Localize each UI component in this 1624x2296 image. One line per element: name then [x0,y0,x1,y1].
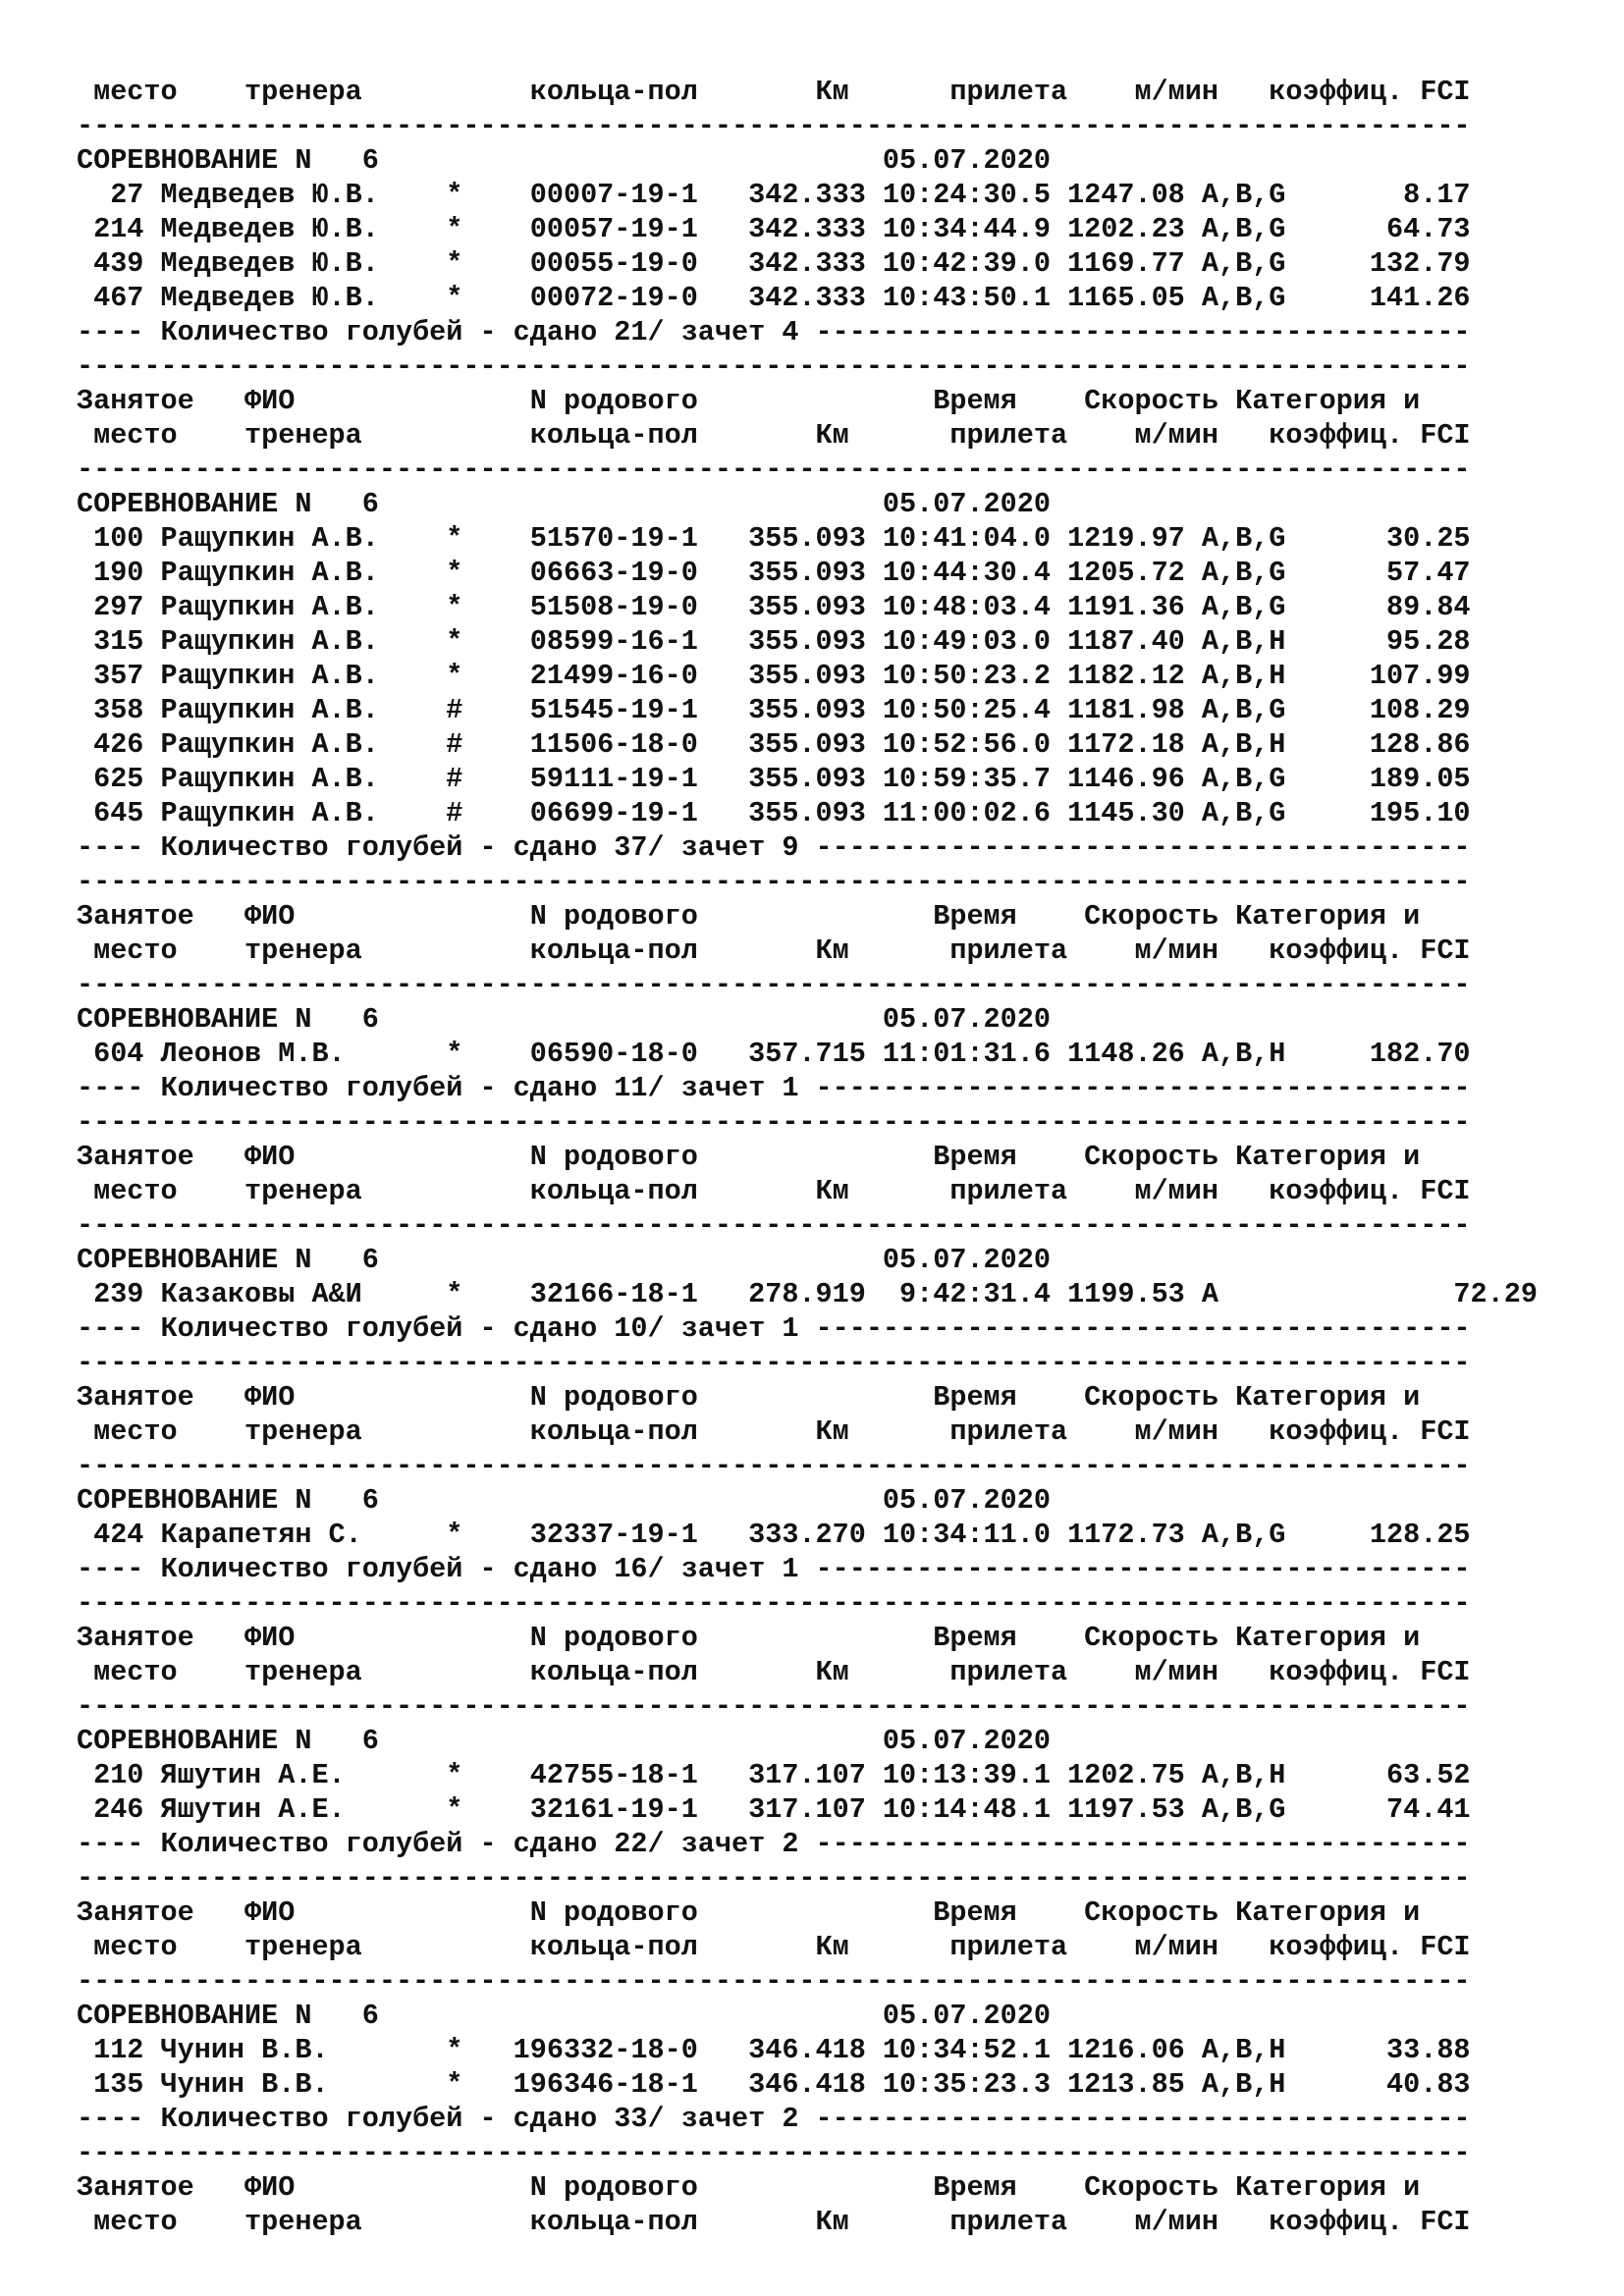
data-row: 645 Ращупкин А.В. # 06699-19-1 355.093 11:00:02.6 1145.30 A,B,G 195.10 [77,797,1471,829]
data-row: 27 Медведев Ю.В. * 00007-19-1 342.333 10:24:30.5 1247.08 A,B,G 8.17 [77,179,1471,211]
separator-line: ----------------------------------------------------------------------------------- [77,110,1471,142]
summary-line: ---- Количество голубей - сдано 33/ зачет 2 --------------------------------------- [77,2103,1471,2135]
data-row: 424 Карапетян С. * 32337-19-1 333.270 10:34:11.0 1172.73 A,B,G 128.25 [77,1519,1471,1551]
competition-header: СОРЕВНОВАНИЕ N 6 05.07.2020 [77,144,1051,177]
data-row: 246 Яшутин А.Е. * 32161-19-1 317.107 10:14:48.1 1197.53 A,B,G 74.41 [77,1793,1471,1826]
data-row: 625 Ращупкин А.В. # 59111-19-1 355.093 10:59:35.7 1146.96 A,B,G 189.05 [77,763,1471,795]
column-header: Занятое ФИО N родового Время Скорость Категория и [77,1141,1421,1173]
separator-line: ----------------------------------------------------------------------------------- [77,1965,1471,1998]
data-row: 315 Ращупкин А.В. * 08599-16-1 355.093 10:49:03.0 1187.40 A,B,H 95.28 [77,625,1471,658]
data-row: 467 Медведев Ю.В. * 00072-19-0 342.333 10:43:50.1 1165.05 A,B,G 141.26 [77,282,1471,314]
column-header: место тренера кольца-пол Км прилета м/мин коэффиц. FCI [77,1415,1471,1448]
competition-header: СОРЕВНОВАНИЕ N 6 05.07.2020 [77,1725,1051,1757]
results-document [77,75,1538,2239]
separator-line: ----------------------------------------------------------------------------------- [77,1690,1471,1723]
separator-line: ----------------------------------------------------------------------------------- [77,1106,1471,1139]
data-row: 135 Чунин В.В. * 196346-18-1 346.418 10:35:23.3 1213.85 A,B,H 40.83 [77,2068,1471,2101]
summary-line: ---- Количество голубей - сдано 10/ зачет 1 --------------------------------------- [77,1312,1471,1345]
summary-line: ---- Количество голубей - сдано 21/ зачет 4 --------------------------------------- [77,316,1471,348]
competition-header: СОРЕВНОВАНИЕ N 6 05.07.2020 [77,488,1051,520]
data-row: 426 Ращупкин А.В. # 11506-18-0 355.093 10:52:56.0 1172.18 A,B,H 128.86 [77,728,1471,761]
column-header: Занятое ФИО N родового Время Скорость Категория и [77,1622,1421,1654]
column-header: место тренера кольца-пол Км прилета м/мин коэффиц. FCI [77,1931,1471,1963]
separator-line: ----------------------------------------------------------------------------------- [77,969,1471,1001]
column-header: место тренера кольца-пол Км прилета м/мин коэффиц. FCI [77,1175,1471,1207]
data-row: 604 Леонов М.В. * 06590-18-0 357.715 11:01:31.6 1148.26 A,B,H 182.70 [77,1038,1471,1070]
data-row: 297 Ращупкин А.В. * 51508-19-0 355.093 10:48:03.4 1191.36 A,B,G 89.84 [77,591,1471,623]
column-header: Занятое ФИО N родового Время Скорость Категория и [77,2171,1421,2204]
data-row: 100 Ращупкин А.В. * 51570-19-1 355.093 10:41:04.0 1219.97 A,B,G 30.25 [77,522,1471,555]
column-header: место тренера кольца-пол Км прилета м/мин коэффиц. FCI [77,419,1471,452]
column-header: место тренера кольца-пол Км прилета м/мин коэффиц. FCI [77,934,1471,967]
data-row: 439 Медведев Ю.В. * 00055-19-0 342.333 10:42:39.0 1169.77 A,B,G 132.79 [77,247,1471,280]
column-header: место тренера кольца-пол Км прилета м/мин коэффиц. FCI [77,76,1471,108]
competition-header: СОРЕВНОВАНИЕ N 6 05.07.2020 [77,1244,1051,1276]
separator-line: ----------------------------------------------------------------------------------- [77,2137,1471,2169]
competition-header: СОРЕВНОВАНИЕ N 6 05.07.2020 [77,1484,1051,1517]
data-row: 190 Ращупкин А.В. * 06663-19-0 355.093 10:44:30.4 1205.72 A,B,G 57.47 [77,557,1471,589]
data-row: 239 Казаковы А&И * 32166-18-1 278.919 9:42:31.4 1199.53 A 72.29 [77,1278,1538,1310]
column-header: Занятое ФИО N родового Время Скорость Категория и [77,385,1421,417]
data-row: 112 Чунин В.В. * 196332-18-0 346.418 10:34:52.1 1216.06 A,B,H 33.88 [77,2034,1471,2066]
column-header: место тренера кольца-пол Км прилета м/мин коэффиц. FCI [77,2206,1471,2238]
summary-line: ---- Количество голубей - сдано 16/ зачет 1 --------------------------------------- [77,1553,1471,1585]
separator-line: ----------------------------------------------------------------------------------- [77,454,1471,486]
competition-header: СОРЕВНОВАНИЕ N 6 05.07.2020 [77,2000,1051,2032]
summary-line: ---- Количество голубей - сдано 37/ зачет 9 --------------------------------------- [77,831,1471,864]
separator-line: ----------------------------------------------------------------------------------- [77,866,1471,898]
column-header: Занятое ФИО N родового Время Скорость Категория и [77,1381,1421,1414]
data-row: 358 Ращупкин А.В. # 51545-19-1 355.093 10:50:25.4 1181.98 A,B,G 108.29 [77,694,1471,726]
separator-line: ----------------------------------------------------------------------------------- [77,1450,1471,1482]
data-row: 214 Медведев Ю.В. * 00057-19-1 342.333 10:34:44.9 1202.23 A,B,G 64.73 [77,213,1471,245]
column-header: Занятое ФИО N родового Время Скорость Категория и [77,900,1421,933]
data-row: 357 Ращупкин А.В. * 21499-16-0 355.093 10:50:23.2 1182.12 A,B,H 107.99 [77,660,1471,692]
separator-line: ----------------------------------------------------------------------------------- [77,1862,1471,1895]
competition-header: СОРЕВНОВАНИЕ N 6 05.07.2020 [77,1003,1051,1036]
separator-line: ----------------------------------------------------------------------------------- [77,1587,1471,1620]
column-header: Занятое ФИО N родового Время Скорость Категория и [77,1896,1421,1929]
column-header: место тренера кольца-пол Км прилета м/мин коэффиц. FCI [77,1656,1471,1688]
separator-line: ----------------------------------------------------------------------------------- [77,350,1471,383]
separator-line: ----------------------------------------------------------------------------------- [77,1209,1471,1242]
separator-line: ----------------------------------------------------------------------------------- [77,1347,1471,1379]
summary-line: ---- Количество голубей - сдано 11/ зачет 1 --------------------------------------- [77,1072,1471,1104]
data-row: 210 Яшутин А.Е. * 42755-18-1 317.107 10:13:39.1 1202.75 A,B,H 63.52 [77,1759,1471,1791]
summary-line: ---- Количество голубей - сдано 22/ зачет 2 --------------------------------------- [77,1828,1471,1860]
